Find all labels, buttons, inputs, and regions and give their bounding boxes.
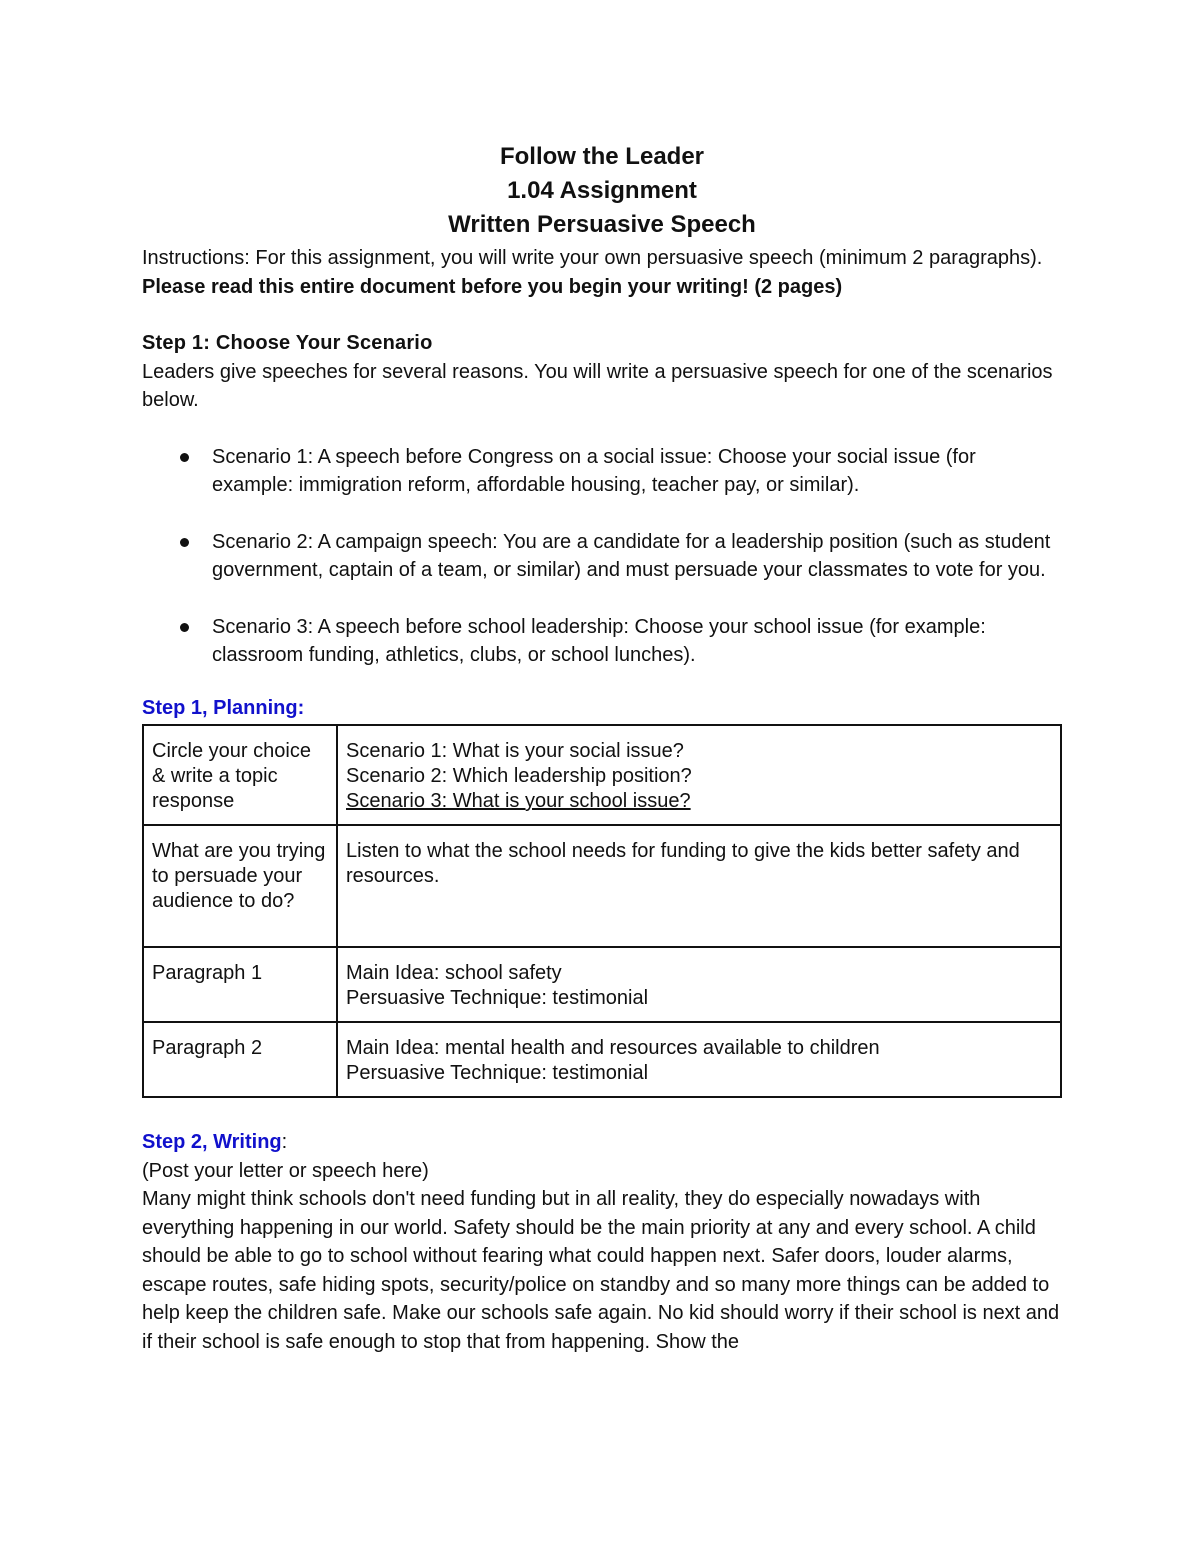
table-row — [143, 947, 1061, 1022]
title-block — [142, 140, 1062, 242]
bullet-icon — [180, 623, 189, 632]
list-item — [142, 443, 1062, 500]
scenario-text: Scenario 2: A campaign speech: You are a candidate for a leadership position (such as student government, captain of a team, or similar) and must persuade your classmates to vote for you. — [212, 530, 1051, 581]
table-cell-response — [337, 825, 1061, 947]
table-cell-response — [337, 1022, 1061, 1097]
step2-colon: : — [281, 1131, 288, 1153]
document-page — [142, 140, 1062, 1356]
table-cell-response — [337, 725, 1061, 825]
step2-section — [142, 1128, 1062, 1356]
table-cell-label: Paragraph 1 — [143, 947, 337, 1022]
table-cell-response — [337, 947, 1061, 1022]
step1-intro: Leaders give speeches for several reasons. You will write a persuasive speech for one of the scenarios below. — [142, 360, 1053, 411]
planning-heading: Step 1, Planning: — [142, 696, 305, 719]
table-row — [143, 1022, 1061, 1097]
scenario-list — [142, 443, 1062, 670]
table-cell-label: Paragraph 2 — [143, 1022, 337, 1097]
scenario-text: Scenario 1: A speech before Congress on a social issue: Choose your social issue (for example: immigration reform, affordable housing, teacher pay, or similar). — [212, 445, 976, 496]
cell-line: Main Idea: school safety — [346, 962, 562, 984]
speech-body: Many might think schools don't need funding but in all reality, they do especially nowadays with everything happening in our world. Safety should be the main priority at any and every school. A child should be able to go to school without fearing what could happen next. Safer doors, louder alarms, escape routes, safe hiding spots, security/police on standby and so many more things can be added to help keep the children safe. Make our schools safe again. No kid should worry if their school is next and if their school is safe enough to stop that from happening. Show the — [142, 1188, 1060, 1353]
instructions-bold-note: Please read this entire document before you begin your writing! (2 pages) — [142, 275, 843, 298]
bullet-icon — [180, 538, 189, 547]
step2-heading: Step 2, Writing — [142, 1131, 282, 1153]
document-title: Follow the Leader — [499, 143, 705, 170]
cell-line: Scenario 1: What is your social issue? — [346, 740, 684, 762]
step2-prompt: (Post your letter or speech here) — [142, 1159, 429, 1182]
cell-line: Persuasive Technique: testimonial — [346, 1062, 649, 1084]
instructions-paragraph — [142, 244, 1062, 301]
step1-heading: Step 1: Choose Your Scenario — [142, 332, 433, 354]
table-cell-label: Circle your choice & write a topic response — [143, 725, 337, 825]
step2-heading-line — [142, 1128, 1062, 1157]
cell-line: Persuasive Technique: testimonial — [346, 987, 649, 1009]
list-item — [142, 528, 1062, 585]
planning-table — [142, 724, 1062, 1098]
selected-scenario: Scenario 3: What is your school issue? — [346, 790, 691, 812]
document-subtitle: Written Persuasive Speech — [448, 211, 756, 238]
cell-line: Listen to what the school needs for funding to give the kids better safety and resources. — [346, 840, 1020, 887]
assignment-number: 1.04 Assignment — [507, 177, 697, 204]
list-item — [142, 613, 1062, 670]
scenario-text: Scenario 3: A speech before school leadership: Choose your school issue (for example: classroom funding, athletics, clubs, or school lunches). — [212, 615, 986, 666]
cell-line: Main Idea: mental health and resources available to children — [346, 1037, 880, 1059]
table-row — [143, 725, 1061, 825]
table-row — [143, 825, 1061, 947]
instructions-text: Instructions: For this assignment, you will write your own persuasive speech (minimum 2 paragraphs). — [142, 247, 1043, 269]
bullet-icon — [180, 453, 189, 462]
cell-line: Scenario 2: Which leadership position? — [346, 765, 692, 787]
table-cell-label: What are you trying to persuade your audience to do? — [143, 825, 337, 947]
